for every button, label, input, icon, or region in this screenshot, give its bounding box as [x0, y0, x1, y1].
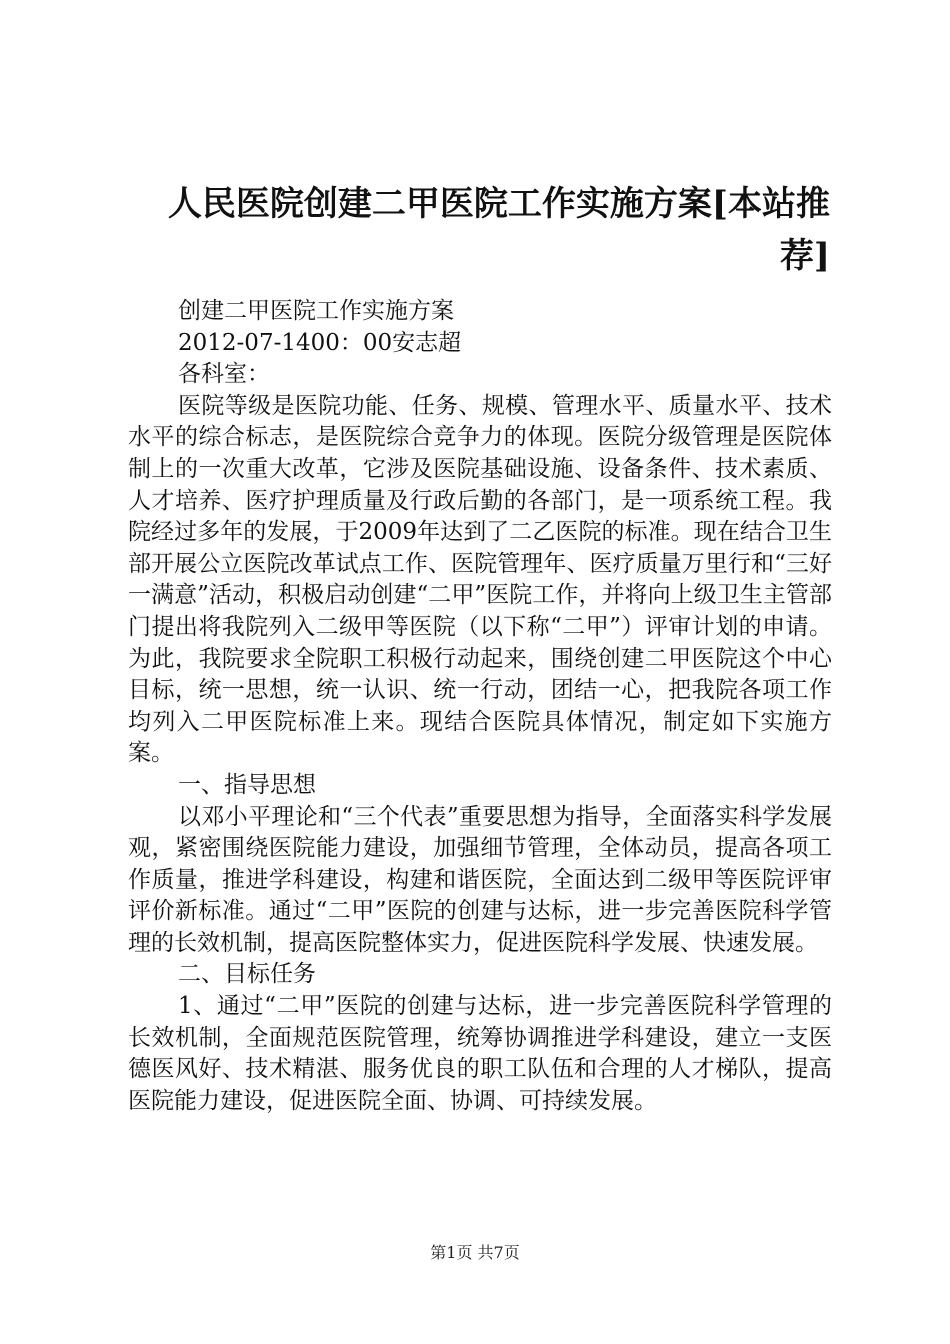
section-heading-guiding-ideology: 一、指导思想 [178, 771, 316, 798]
document-body [128, 296, 832, 1117]
paragraph-goal-1: 1、通过“二甲”医院的创建与达标，进一步完善医院科学管理的长效机制，全面规范医院管理，统筹协调推进学科建设，建立一支医德医风好、技术精湛、服务优良的职工队伍和合理的人才梯队，提高医院能力建设，促进医院全面、协调、可持续发展。 [128, 993, 832, 1114]
document-subtitle: 创建二甲医院工作实施方案 [178, 298, 454, 324]
document-title: 人民医院创建二甲医院工作实施方案[本站推荐] [167, 184, 830, 276]
paragraph-guiding-ideology: 以邓小平理论和“三个代表”重要思想为指导，全面落实科学发展观，紧密围绕医院能力建设，加强细节管理，全体动员，提高各项工作质量，推进学科建设，构建和谐医院，全面达到二级甲等医院评审评价新标准。通过“二甲”医院的创建与达标，进一步完善医院科学管理的长效机制，提高医院整体实力，促进医院科学发展、快速发展。 [128, 803, 832, 956]
salutation: 各科室： [178, 361, 270, 388]
document-dateline: 2012-07-1400：00安志超 [178, 329, 462, 356]
page-footer: 第1页 共7页 [430, 1243, 520, 1262]
paragraph-intro: 医院等级是医院功能、任务、规模、管理水平、质量水平、技术水平的综合标志，是医院综合竞争力的体现。医院分级管理是医院体制上的一次重大改革，它涉及医院基础设施、设备条件、技术素质、人才培养、医疗护理质量及行政后勤的各部门，是一项系统工程。我院经过多年的发展，于2009年达到了二乙医院的标准。现在结合卫生部开展公立医院改革试点工作、医院管理年、医疗质量万里行和“三好一满意”活动，积极启动创建“二甲”医院工作，并将向上级卫生主管部门提出将我院列入二级甲等医院（以下称“二甲”）评审计划的申请。为此，我院要求全院职工积极行动起来，围绕创建二甲医院这个中心目标，统一思想，统一认识、统一行动，团结一心，把我院各项工作均列入二甲医院标准上来。现结合医院具体情况，制定如下实施方案。 [128, 392, 832, 767]
section-heading-goals: 二、目标任务 [178, 961, 316, 988]
